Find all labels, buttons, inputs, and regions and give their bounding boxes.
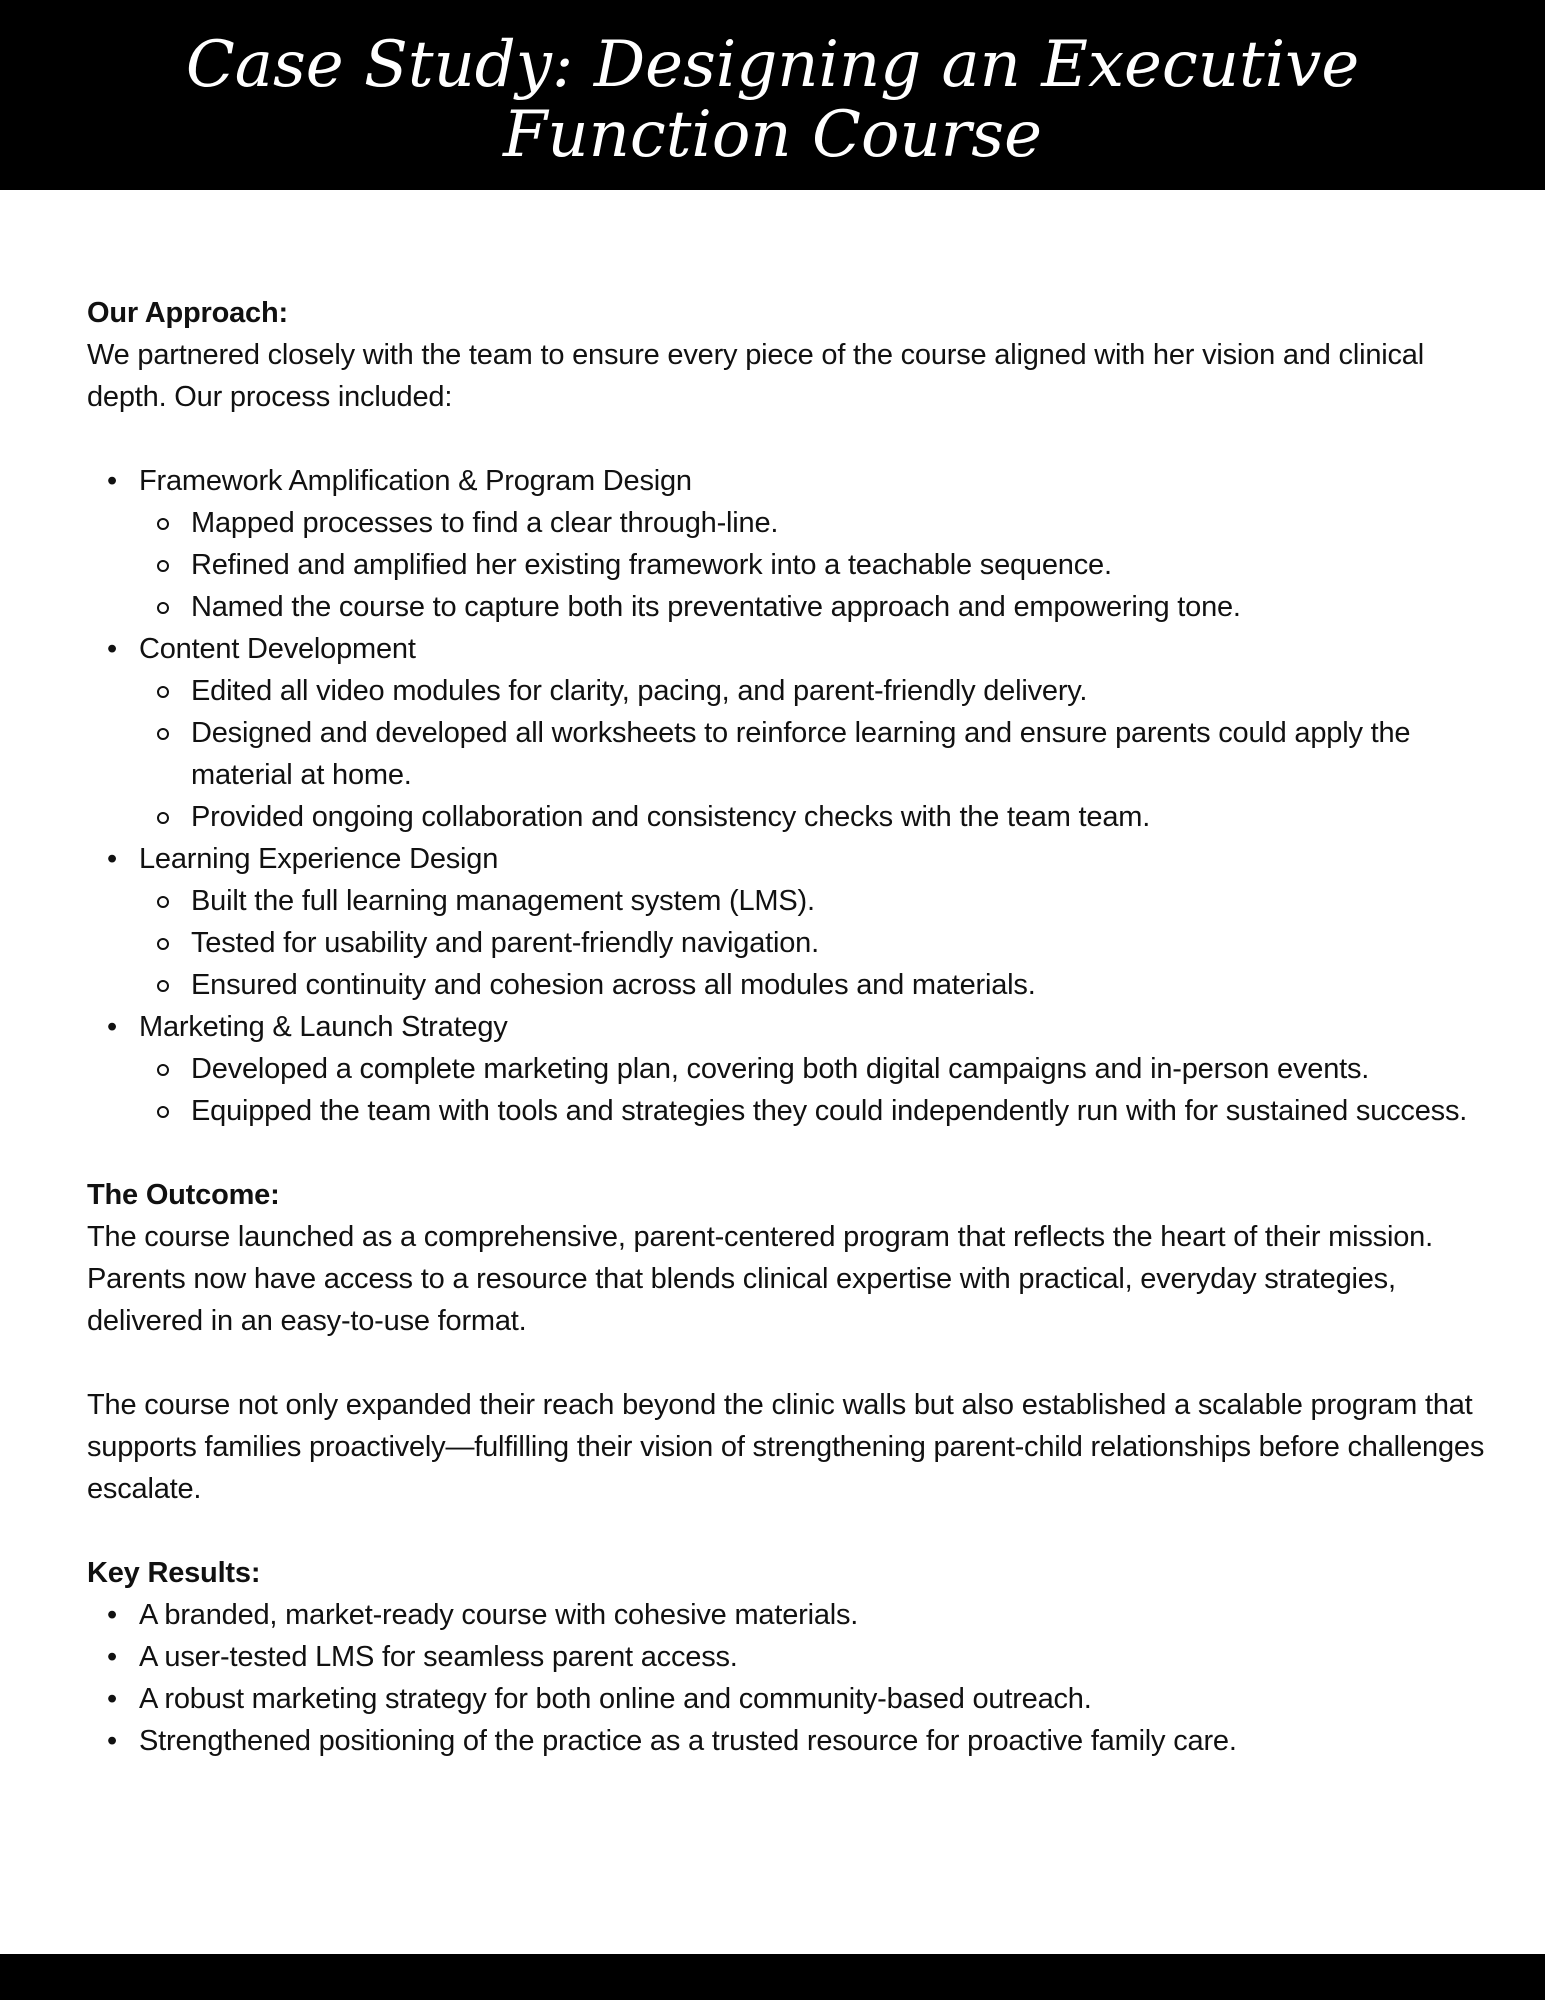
list-item: • A branded, market-ready course with cohesive materials. bbox=[87, 1594, 1497, 1636]
list-item: Mapped processes to find a clear through-line. bbox=[139, 502, 1497, 544]
circle-bullet-icon bbox=[157, 728, 169, 740]
list-item: Provided ongoing collaboration and consistency checks with the team team. bbox=[139, 796, 1497, 838]
page-title: Case Study: Designing an Executive Function Course bbox=[185, 28, 1360, 172]
list-item: • A robust marketing strategy for both online and community-based outreach. bbox=[87, 1678, 1497, 1720]
circle-bullet-icon bbox=[157, 518, 169, 530]
document-body bbox=[87, 292, 1497, 1762]
bullet-icon: • bbox=[107, 1641, 117, 1673]
bullet-icon: • bbox=[107, 1683, 117, 1715]
approach-sublist bbox=[139, 880, 1497, 1006]
approach-heading: Our Approach: bbox=[87, 297, 288, 329]
circle-bullet-icon bbox=[157, 938, 169, 950]
approach-section-label: Learning Experience Design bbox=[139, 843, 499, 875]
circle-bullet-icon bbox=[157, 812, 169, 824]
approach-intro: We partnered closely with the team to ensure every piece of the course aligned with her vision and clinical depth. Our process included: bbox=[87, 339, 1424, 413]
list-item: Equipped the team with tools and strategies they could independently run with for sustained success. bbox=[139, 1090, 1497, 1132]
bullet-icon: • bbox=[107, 465, 117, 497]
approach-sublist bbox=[139, 502, 1497, 628]
bullet-icon: • bbox=[107, 1011, 117, 1043]
approach-section bbox=[87, 838, 1497, 1006]
outcome-paragraph: The course launched as a comprehensive, parent-centered program that reflects the heart of their mission. Parents now have access to a resource that blends clinical expertise with practical, everyday strategies, delivered in an easy-to-use format. bbox=[87, 1221, 1433, 1337]
circle-bullet-icon bbox=[157, 896, 169, 908]
circle-bullet-icon bbox=[157, 1064, 169, 1076]
approach-sublist bbox=[139, 1048, 1497, 1132]
list-item: Ensured continuity and cohesion across all modules and materials. bbox=[139, 964, 1497, 1006]
key-results-heading: Key Results: bbox=[87, 1557, 261, 1589]
list-item: • Strengthened positioning of the practice as a trusted resource for proactive family care. bbox=[87, 1720, 1497, 1762]
approach-section bbox=[87, 460, 1497, 628]
bullet-icon: • bbox=[107, 1599, 117, 1631]
approach-section-label: Framework Amplification & Program Design bbox=[139, 465, 692, 497]
list-item: Tested for usability and parent-friendly navigation. bbox=[139, 922, 1497, 964]
list-item: Named the course to capture both its preventative approach and empowering tone. bbox=[139, 586, 1497, 628]
bullet-icon: • bbox=[107, 843, 117, 875]
approach-section-label: Marketing & Launch Strategy bbox=[139, 1011, 508, 1043]
approach-sublist bbox=[139, 670, 1497, 838]
approach-section bbox=[87, 1006, 1497, 1132]
circle-bullet-icon bbox=[157, 686, 169, 698]
circle-bullet-icon bbox=[157, 560, 169, 572]
key-results-list bbox=[87, 1594, 1497, 1762]
footer-bar bbox=[0, 1954, 1545, 2000]
header-banner bbox=[0, 0, 1545, 190]
circle-bullet-icon bbox=[157, 602, 169, 614]
list-item: Edited all video modules for clarity, pacing, and parent-friendly delivery. bbox=[139, 670, 1497, 712]
bullet-icon: • bbox=[107, 1725, 117, 1757]
circle-bullet-icon bbox=[157, 980, 169, 992]
list-item: • A user-tested LMS for seamless parent access. bbox=[87, 1636, 1497, 1678]
approach-section-label: Content Development bbox=[139, 633, 416, 665]
list-item: Built the full learning management system (LMS). bbox=[139, 880, 1497, 922]
outcome-heading: The Outcome: bbox=[87, 1179, 280, 1211]
list-item: Developed a complete marketing plan, covering both digital campaigns and in-person events. bbox=[139, 1048, 1497, 1090]
circle-bullet-icon bbox=[157, 1106, 169, 1118]
approach-list bbox=[87, 460, 1497, 1132]
list-item: Refined and amplified her existing framework into a teachable sequence. bbox=[139, 544, 1497, 586]
list-item: Designed and developed all worksheets to reinforce learning and ensure parents could apply the material at home. bbox=[139, 712, 1497, 796]
approach-section bbox=[87, 628, 1497, 838]
outcome-paragraph: The course not only expanded their reach beyond the clinic walls but also established a scalable program that supports families proactively—fulfilling their vision of strengthening parent-child relationships before challenges escalate. bbox=[87, 1389, 1485, 1505]
bullet-icon: • bbox=[107, 633, 117, 665]
